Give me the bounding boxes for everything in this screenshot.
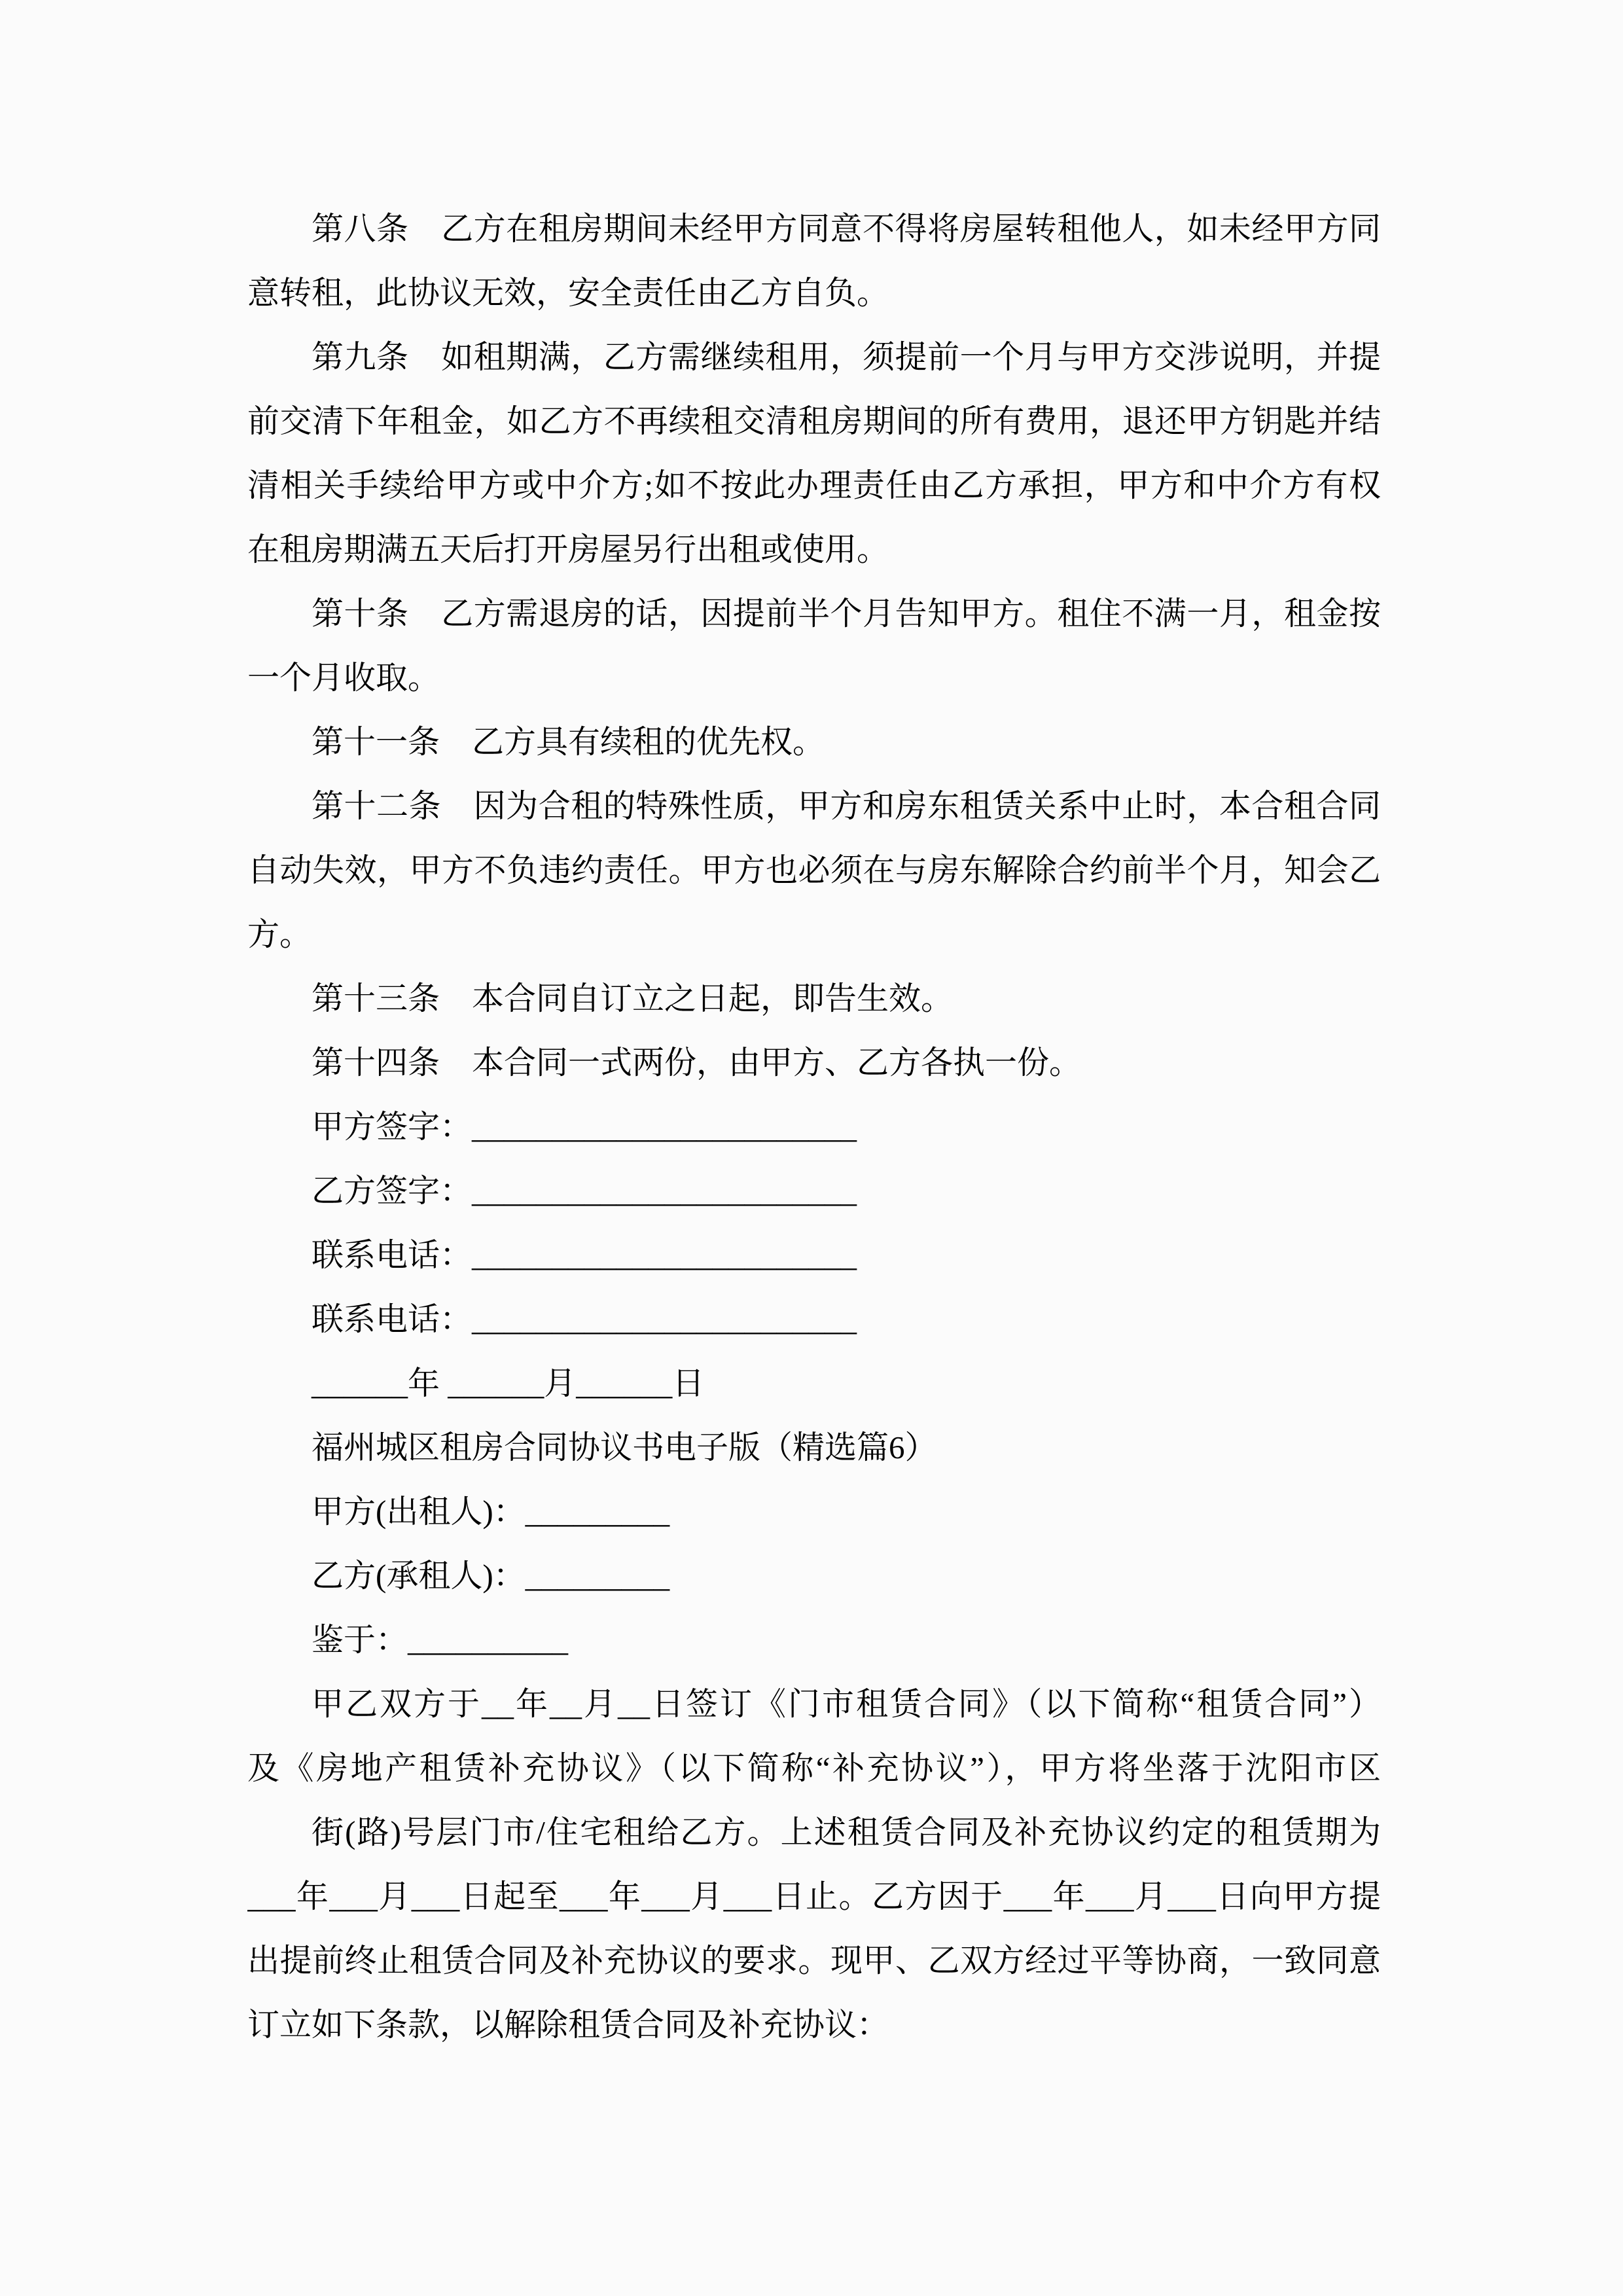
text-line: 联系电话：________________________ — [312, 1237, 857, 1273]
text-line: 订立如下条款，以解除租赁合同及补充协议： — [247, 2007, 889, 2043]
text-line: 一个月收取。 — [247, 660, 440, 696]
text-line: 鉴于：__________ — [312, 1622, 569, 1658]
text-line: 甲方签字：________________________ — [312, 1109, 857, 1145]
text-line: 福州城区租房合同协议书电子版（精选篇6） — [312, 1429, 937, 1465]
text-line: 第十一条 乙方具有续租的优先权。 — [312, 724, 825, 760]
text-line: 第十四条 本合同一式两份，由甲方、乙方各执一份。 — [312, 1045, 1082, 1081]
text-line: 乙方(承租人)：_________ — [312, 1558, 670, 1594]
text-line: 甲方(出租人)：_________ — [312, 1494, 670, 1530]
text-line: 自动失效，甲方不负违约责任。甲方也必须在与房东解除合约前半个月，知会乙 — [247, 852, 1381, 888]
text-line: ______年 ______月______日 — [312, 1365, 705, 1401]
text-line: 甲乙双方于__年__月__日签订《门市租赁合同》（以下简称“租赁合同”） — [312, 1686, 1381, 1722]
text-line: 意转租，此协议无效，安全责任由乙方自负。 — [247, 275, 889, 311]
text-line: 第十条 乙方需退房的话，因提前半个月告知甲方。租住不满一月，租金按 — [312, 596, 1381, 632]
text-line: 第十二条 因为合租的特殊性质，甲方和房东租赁关系中止时，本合租合同 — [312, 788, 1381, 824]
text-line: 前交清下年租金，如乙方不再续租交清租房期间的所有费用，退还甲方钥匙并结 — [247, 403, 1381, 439]
text-line: ___年___月___日起至___年___月___日止。乙方因于___年___月___日向甲方提 — [247, 1878, 1381, 1914]
document-content — [247, 197, 1381, 2057]
text-line: 方。 — [247, 916, 312, 952]
text-line: 第九条 如租期满，乙方需继续租用，须提前一个月与甲方交涉说明，并提 — [312, 339, 1381, 375]
text-line: 第十三条 本合同自订立之日起，即告生效。 — [312, 980, 954, 1016]
text-line: 街(路)号层门市/住宅租给乙方。上述租赁合同及补充协议约定的租赁期为 — [312, 1814, 1381, 1850]
text-line: 在租房期满五天后打开房屋另行出租或使用。 — [247, 531, 889, 567]
text-line: 第八条 乙方在租房期间未经甲方同意不得将房屋转租他人，如未经甲方同 — [312, 211, 1381, 247]
text-line: 出提前终止租赁合同及补充协议的要求。现甲、乙双方经过平等协商，一致同意 — [247, 1943, 1381, 1979]
text-line: 乙方签字：________________________ — [312, 1173, 857, 1209]
text-line: 联系电话：________________________ — [312, 1301, 857, 1337]
text-line: 及《房地产租赁补充协议》（以下简称“补充协议”），甲方将坐落于沈阳市区 — [247, 1750, 1381, 1786]
text-line: 清相关手续给甲方或中介方;如不按此办理责任由乙方承担，甲方和中介方有权 — [247, 467, 1381, 503]
